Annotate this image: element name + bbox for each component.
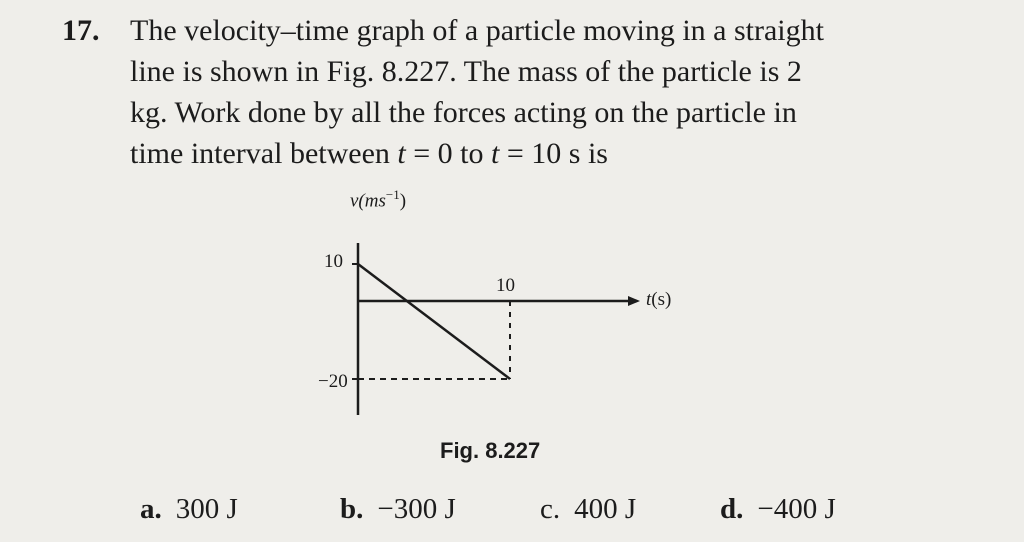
figure-caption: Fig. 8.227	[440, 438, 541, 463]
option-c[interactable]	[540, 493, 636, 526]
line4-mid-1: = 0 to	[405, 137, 492, 170]
y-axis-label-main: v(ms	[350, 190, 386, 212]
option-d-value: −400 J	[757, 493, 836, 525]
y-axis-label	[350, 187, 406, 212]
question-text-line-2: line is shown in Fig. 8.227. The mass of the particle is 2	[130, 55, 802, 88]
tick-label-y-top: 10	[324, 251, 343, 272]
x-axis-arrowhead	[628, 296, 640, 306]
question-text-line-3: kg. Work done by all the forces acting on the particle in	[130, 96, 797, 129]
option-a-value: 300 J	[175, 493, 238, 525]
velocity-line	[358, 264, 510, 379]
line4-prefix: time interval between	[130, 137, 398, 170]
question-text-line-1: The velocity–time graph of a particle moving in a straight	[130, 14, 824, 47]
option-c-key: c.	[540, 493, 561, 525]
question-text-line-4	[130, 139, 608, 169]
tick-label-x: 10	[496, 275, 515, 296]
option-c-value: 400 J	[574, 493, 637, 525]
velocity-time-graph	[300, 185, 720, 435]
time-var-1: t	[397, 137, 406, 170]
tick-label-y-bottom: −20	[318, 371, 348, 392]
x-axis-label-var: t	[646, 289, 652, 310]
option-b-value: −300 J	[377, 493, 456, 525]
option-b[interactable]	[340, 493, 456, 526]
x-axis-label-unit: (s)	[651, 289, 672, 310]
y-axis-label-sup: −1	[385, 187, 400, 202]
option-b-key: b.	[340, 493, 364, 525]
option-a[interactable]	[140, 493, 238, 526]
option-d-key: d.	[720, 493, 744, 525]
line4-mid-2: = 10 s is	[499, 137, 608, 170]
option-a-key: a.	[140, 493, 162, 525]
x-axis-label	[646, 289, 671, 311]
time-var-2: t	[491, 137, 500, 170]
y-axis-label-close: )	[399, 190, 407, 212]
question-number: 17.	[62, 14, 100, 47]
option-d[interactable]	[720, 493, 836, 526]
